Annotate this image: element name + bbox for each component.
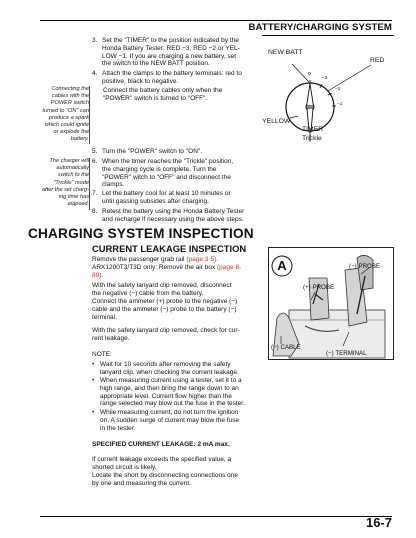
step-line: Attach the clamps to the battery terminals: red to (102, 70, 242, 77)
step-line: Turn the "POWER" switch to "ON". (102, 148, 203, 155)
new-batt-label: NEW BATT (268, 49, 303, 56)
footer-rule (40, 516, 392, 517)
page-3-5-link[interactable]: (page 3-5) (186, 256, 217, 263)
para-line: terminal. (92, 313, 117, 321)
negative-cable-label: (−) CABLE (271, 344, 301, 351)
step-line: LOW −1. If you are charging a new battery, set (102, 52, 237, 60)
para-line (92, 272, 252, 280)
step-4 (92, 70, 252, 86)
para-grab-rail (92, 256, 252, 279)
note-line: switch to the (57, 172, 89, 179)
tick-label-minus-1: −1 (337, 102, 343, 107)
text-run: Remove the passenger grab rail (92, 256, 187, 263)
para-line: With the safety lanyard clip removed, disconnect (92, 282, 232, 289)
page-8-89-link[interactable]: (page 8- (217, 263, 242, 271)
para-line: If current leakage exceeds the specified value, a (92, 456, 232, 463)
spec-current-leakage (92, 441, 252, 449)
bullet-1 (92, 361, 252, 377)
trickle-label: Trickle (302, 135, 322, 142)
tick-label-minus-3: −3 (322, 76, 328, 81)
note-line: which could ignite (44, 122, 89, 129)
para-line: Connect the ammeter (+) probe to the negative (−) (92, 298, 238, 305)
para-disconnect (92, 282, 252, 298)
note-line: or explode the (53, 129, 89, 136)
red-label: RED (370, 57, 385, 64)
para-line: "POWER" switch is turned to "OFF". (103, 94, 208, 102)
step-line: Set the "TIMER" to the position indicated by the (102, 37, 239, 44)
para-check-leakage (92, 327, 252, 343)
margin-rule-2 (89, 158, 90, 210)
bullet-line: Wait for 10 seconds after removing the safety (100, 361, 231, 368)
step-line: and recharge if necessary using the above steps. (102, 215, 244, 223)
note-line: ing time has (58, 194, 89, 201)
margin-note-spark (42, 86, 89, 144)
step-line: Let the battery cool for at least 10 minutes or (102, 190, 231, 197)
step-line: the charging cycle is complete. Turn the (102, 165, 217, 173)
bullet-line: high range, and then bring the range down to an (100, 384, 239, 392)
section-title: CHARGING SYSTEM INSPECTION (28, 226, 254, 241)
section-header-title: BATTERY/CHARGING SYSTEM (248, 22, 392, 33)
note-line: POWER switch (50, 100, 89, 107)
header-rule (40, 20, 392, 21)
para-line: With the safety lanyard clip removed, check for cur- (92, 327, 240, 334)
bullet-dot: • (92, 377, 95, 384)
bullet-2 (92, 377, 252, 408)
para-line: shorted circuit is likely. (92, 463, 157, 471)
page-number: 16-7 (365, 515, 392, 530)
note-line: "Trickle" mode (53, 179, 89, 186)
callout-a: A (277, 258, 287, 273)
note-line: cables with the (51, 93, 89, 100)
note-label (92, 351, 252, 359)
battery-timer-figure (262, 36, 394, 174)
bullet-line: lanyard clip, when checking the current leakage. (100, 368, 239, 376)
positive-probe-label: (+) PROBE (303, 284, 335, 291)
note-line: elapsed. (67, 201, 89, 208)
bullet-line: range selected may blow out the fuse in the tester. (100, 400, 245, 408)
note-line: after the set charg- (42, 186, 89, 193)
step-line: When the timer reaches the "Trickle" position, (102, 158, 234, 165)
note-line: automatically (56, 165, 89, 172)
step-number: 5. (92, 148, 98, 155)
note-line: The charger will (49, 158, 89, 164)
current-leakage-figure (268, 247, 394, 360)
step-line: Honda Battery Tester; RED −3, RED −2 or YEL- (102, 44, 240, 52)
tick-label-0: 0 (308, 72, 311, 77)
margin-rule-1 (89, 86, 90, 144)
step-5 (92, 148, 252, 156)
note-heading: NOTE: (92, 351, 112, 358)
timer-label: TIMER (302, 126, 324, 133)
bullet-line: While measuring current, do not turn the ignition (100, 409, 239, 416)
note-line: turned to "ON" can (42, 107, 89, 114)
text-run: ARX1200T3/T3D only: Remove the air box (92, 263, 218, 271)
step-line: until gassing subsides after charging. (102, 197, 209, 205)
para-line: cable and the ammeter (−) probe to the battery (−) (92, 305, 237, 313)
step-number: 8. (92, 208, 98, 215)
step-8 (92, 208, 252, 224)
text-run: . (216, 256, 219, 263)
para-line (92, 264, 252, 272)
bullet-line: appropriate level. Current flow higher than the (100, 392, 232, 400)
para-line: Connect the battery cables only when the (103, 87, 223, 94)
step-4-warning (103, 87, 253, 103)
negative-terminal-label: (−) TERMINAL (326, 350, 367, 357)
step-number: 7. (92, 190, 98, 197)
bullet-dot: • (92, 409, 95, 416)
note-line: Connecting the (51, 86, 89, 92)
para-line: rent leakage. (92, 334, 130, 342)
step-line: Retest the battery using the Honda Battery Tester (102, 208, 245, 215)
para-line: the negative (−) cable from the battery. (92, 289, 204, 297)
step-3 (92, 37, 252, 68)
yellow-label: YELLOW (262, 118, 291, 125)
text-run: . (101, 271, 104, 279)
step-number: 3. (92, 37, 98, 44)
spec-line: SPECIFIED CURRENT LEAKAGE: 2 mA max. (92, 441, 230, 448)
step-7 (92, 190, 252, 206)
step-line: positive, black to negative. (102, 77, 179, 85)
para-locate-short (92, 472, 252, 488)
para-line (92, 256, 252, 264)
note-line: battery. (70, 136, 89, 143)
step-line: the switch to the NEW BATT position. (102, 60, 210, 68)
para-line: Locate the short by disconnecting connections one (92, 472, 238, 479)
bullet-3 (92, 409, 252, 432)
margin-note-trickle (42, 158, 89, 208)
step-6 (92, 158, 252, 189)
step-number: 6. (92, 158, 98, 165)
subsection-title: CURRENT LEAKAGE INSPECTION (92, 243, 247, 254)
bullet-dot: • (92, 361, 95, 368)
para-connect-ammeter (92, 298, 252, 321)
bullet-line: in the tester. (100, 424, 136, 432)
step-number: 4. (92, 70, 98, 77)
page-8-89-link-cont[interactable]: 89) (92, 271, 102, 279)
para-line: by one and measuring the current. (92, 479, 192, 487)
note-line: produce a spark (48, 114, 89, 121)
step-line: clamps. (102, 181, 125, 189)
bullet-line: on. A sudden surge of current may blow the fuse (100, 416, 240, 424)
tick-label-minus-2: −2 (335, 87, 341, 92)
negative-probe-label: (−) PROBE (349, 263, 381, 270)
bullet-line: When measuring current using a tester, set it to a (100, 377, 242, 384)
para-short-circuit (92, 456, 252, 472)
step-line: "POWER" witch to "OFF" and disconnect the (102, 173, 231, 181)
